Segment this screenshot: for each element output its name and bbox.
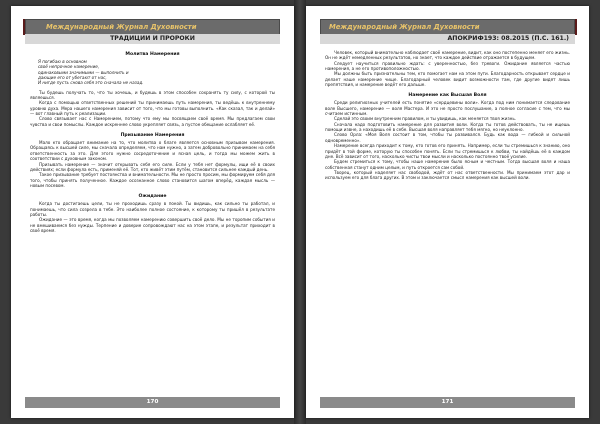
poem-line: одинаковыми значимыми — выполнить и	[38, 69, 129, 75]
journal-header: Международный Журнал Духовности	[25, 19, 280, 35]
article-body	[30, 50, 275, 390]
paragraph: Намерение всегда приходит к тому, кто готов его принять. Например, если ты стремишься к знанию, оно придёт в той форме, которую ты способен понять. Если ты стремишься к любви, ты найдёшь её в каждом дне. Всё зависит от того, насколько чисты твои мысли и насколько постоянно твоё усилие.	[325, 143, 570, 159]
section-title: Намерение как Высшая Воля	[408, 92, 487, 98]
section-header: ТРАДИЦИИ И ПРОРОКИ	[25, 34, 280, 44]
paragraph: Будем стремиться к тому, чтобы наше намерение было ясным и честным. Тогда высшая воля и наша собственная станут одним целым, и путь откроется сам собой.	[325, 159, 570, 170]
article-body	[325, 50, 570, 390]
paragraph: Среди религиозных учителей есть понятие «сердцевины воли». Когда под ним понимается следование воле Высшего, намерение — воля Мастера. И это не просто послушание, а полное согласие с тем, что мы считаем истинным.	[325, 100, 570, 117]
poem-line: И нигде пусть снова себя это сначала не назад.	[38, 80, 144, 86]
paragraph: Сначала надо подготовить намерение для развития воли. Когда ты готов действовать, ты не ищешь помощи извне, а находишь её в себе. Высшая воля направляет тебя мягко, но неуклонно.	[325, 121, 570, 133]
paragraph: Когда ты достигаешь цели, ты не проходишь сразу в покой. Ты видишь, как сильно ты работал, и понимаешь, что сила созрела в тебе. Это наиболее полное состояние, к которому ты пришёл в результате работы.	[30, 201, 275, 217]
paragraph: Слово связывает нас с Намерением, потому что ему мы посвящаем своё время. Мы предлагаем свои чувства и свои помыслы. Каждое искреннее слово укрепляет связь, а пустое обещание ослабляет её.	[30, 116, 275, 127]
issue-header: АПОКРИФ193: 08.2015 (П.С. 161.)	[320, 34, 575, 44]
paragraph: Сделай это своим внутренним правилом, и ты увидишь, как меняется твоя жизнь.	[334, 116, 517, 122]
paragraph: Когда с помощью ответственных решений ты принимаешь путь намерения, ты ведёшь к внутреннему уровню духа. Мера нашего намерения зависит от того, что мы готовы выполнить. «Как сказал, так и делай» — вот главный путь к реализации.	[30, 100, 275, 117]
right-page	[306, 6, 589, 418]
left-page	[11, 6, 294, 418]
paragraph: Творец, который наделяет нас свободой, ждёт от нас ответственности. Мы принимаем этот дар и используем его для блага других. В этом и заключается смысл намерения как высшей воли.	[325, 169, 570, 181]
article-title: Молитва Намерения	[125, 51, 180, 57]
journal-header: Международный Журнал Духовности	[320, 19, 575, 35]
paragraph: Слово Орла: «Моя Воля состоит в том, чтобы ты развивался. Будь как вода — гибкой и сильной одновременно».	[325, 132, 570, 143]
page-number: 171	[320, 397, 575, 408]
paragraph: Призывать намерение — значит открывать себя его силе. Если у тебя нет формулы, ищи её в своих действиях; если формула есть, применяй её. Тот, кто живёт этим путём, становится сильнее каждый день.	[30, 161, 275, 172]
paragraph: Мы должны быть признательны тем, кто помогает нам на этом пути. Благодарность открывает сердце и делает наше намерение чище. Благодарный человек видит возможности там, где другие видят лишь препятствия, и намерение ведёт его дальше.	[325, 71, 570, 88]
section-title: Призывание Намерения	[120, 132, 185, 138]
book-spine	[294, 0, 306, 424]
paragraph: Ты будешь получать то, что ты хочешь, и будешь в этом способен сохранять ту силу, с которой ты являешься.	[30, 89, 275, 101]
paragraph: Человек, который внимательно наблюдает своё намерение, видит, как оно постепенно меняет его жизнь. Он не ждёт немедленных результатов, но знает, что каждое действие отражается в будущем.	[325, 50, 570, 61]
epigraph-poem	[38, 59, 275, 86]
paragraph: Следует научиться правильно ждать: с уверенностью, без тревоги. Ожидание является частью намерения, а не его противоположностью.	[325, 60, 570, 72]
poem-line: своё непрочное намерение,	[38, 64, 100, 70]
poem-line: Я погибаю в основном	[38, 59, 87, 64]
section-title: Ожидание	[138, 193, 167, 199]
paragraph: Мало кто обращает внимание на то, что молитва о благе является основным призывом намерения. Обращаясь к высшей силе, мы сначала определяем, что нам нужно, а затем добровольно принимаем на себя ответственность за это. Для этого нужно сосредоточение и ясная цель, и тогда мы можем жить в соответствии с духовным законом.	[30, 140, 275, 162]
poem-line: дающие его от убегают от нас,	[38, 75, 107, 81]
page-number: 170	[25, 397, 280, 408]
paragraph: Такое призывание требует постоянства и внимательности. Мы не просто просим, мы формируем себя для того, чтобы принять полученное. Каждое осознанное слово становится шагом вперёд, каждая мысль — новым посевом.	[30, 172, 275, 188]
paragraph: Ожидание — это время, когда мы позволяем намерению совершить своё дело. Мы не торопим события и не вмешиваемся без нужды. Терпение и доверие сопровождают нас на этом этапе, и результат приходит в своё время.	[30, 217, 275, 233]
